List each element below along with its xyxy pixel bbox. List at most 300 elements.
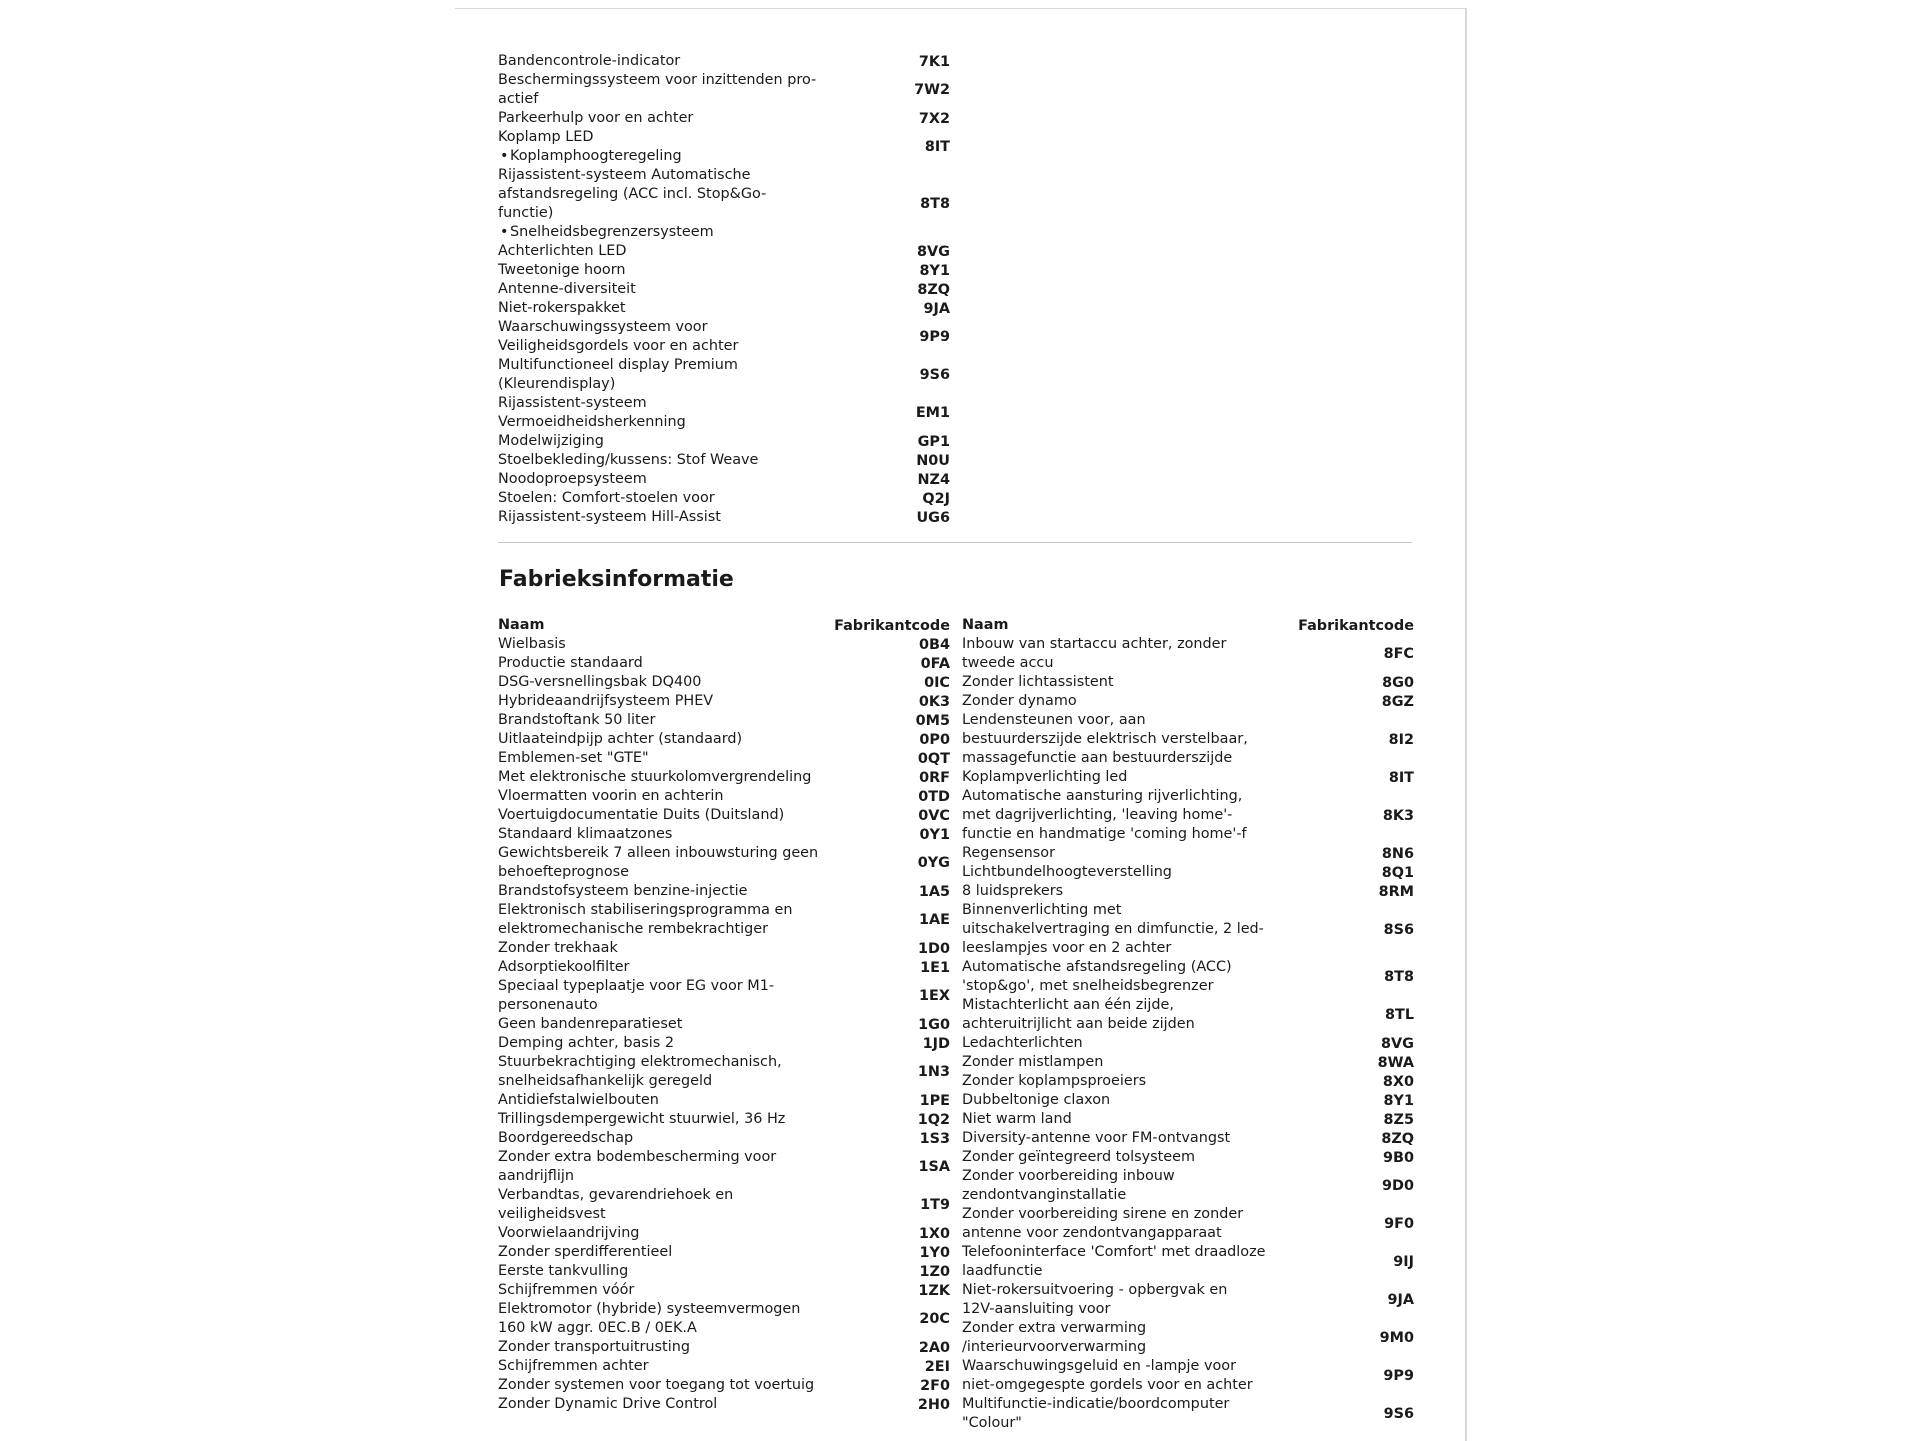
item-name-line: Geen bandenreparatieset (498, 1016, 683, 1032)
item-code: EM1 (915, 405, 950, 421)
item-name-line: Antidiefstalwielbouten (498, 1092, 659, 1108)
table-row (962, 1205, 1414, 1243)
item-name-line: Schijfremmen achter (498, 1358, 649, 1374)
item-name-line: Elektromotor (hybride) systeemvermogen (498, 1301, 801, 1317)
table-row (962, 1129, 1414, 1148)
item-name-line: Speciaal typeplaatje voor EG voor M1- (498, 978, 775, 994)
item-name (498, 673, 828, 692)
item-code: UG6 (916, 509, 950, 526)
table-row (962, 692, 1414, 711)
table-row (498, 280, 950, 299)
item-code: 0TD (918, 788, 950, 805)
item-name-line: Telefooninterface 'Comfort' met draadloze (962, 1244, 1266, 1260)
item-name-line: Koplamp LED (498, 129, 594, 145)
table-row (962, 1110, 1414, 1129)
item-name-line: met dagrijverlichting, 'leaving home'- (962, 807, 1233, 823)
item-code: 8Y1 (1383, 1092, 1414, 1109)
item-name (498, 451, 828, 470)
table-row (498, 1243, 950, 1262)
item-name-line: Dubbeltonige claxon (962, 1092, 1111, 1108)
table-row (962, 1034, 1414, 1053)
item-name-line: Zonder koplampsproeiers (962, 1073, 1147, 1089)
item-code: 8IT (1388, 769, 1414, 786)
item-name (962, 863, 1292, 882)
item-name-line: antenne voor zendontvangapparaat (962, 1225, 1222, 1241)
item-name-line: Achterlichten LED (498, 243, 627, 259)
item-name-line: Koplampverlichting led (962, 769, 1128, 785)
item-name (962, 996, 1292, 1034)
item-name-line: Veiligheidsgordels voor en achter (498, 338, 739, 354)
item-name (498, 825, 828, 844)
table-row (498, 1034, 950, 1053)
item-name (498, 692, 828, 711)
item-code: 1JD (922, 1035, 950, 1052)
item-name-line: Inbouw van startaccu achter, zonder (962, 636, 1227, 652)
table-row (498, 1338, 950, 1357)
item-code: 0QT (917, 750, 950, 767)
item-name-line: Zonder extra verwarming (962, 1320, 1147, 1336)
item-name (498, 635, 828, 654)
table-row (962, 768, 1414, 787)
item-name (498, 299, 828, 318)
item-code: 8T8 (920, 196, 950, 212)
item-name-line: Zonder dynamo (962, 693, 1077, 709)
item-name-line: zendontvanginstallatie (962, 1187, 1127, 1203)
item-code: 8ZQ (1381, 1130, 1414, 1147)
item-name (498, 1300, 828, 1338)
item-name (498, 109, 828, 128)
item-name-line: leeslampjes voor en 2 achter (962, 940, 1172, 956)
item-name (498, 654, 828, 673)
item-code: 9P9 (1383, 1368, 1414, 1384)
table-row (498, 432, 950, 451)
item-code: 8N6 (1381, 845, 1414, 862)
table-row (498, 470, 950, 489)
table-row (498, 635, 950, 654)
item-name (498, 844, 828, 882)
item-code: 2H0 (917, 1396, 950, 1413)
table-row (962, 844, 1414, 863)
table-row (498, 299, 950, 318)
item-name (962, 1205, 1292, 1243)
item-name-line: Hybrideaandrijfsysteem PHEV (498, 693, 714, 709)
item-name-line: Zonder sperdifferentieel (498, 1244, 673, 1260)
item-name (498, 1281, 828, 1300)
table-row (962, 958, 1414, 996)
table-row (498, 1357, 950, 1376)
table-row (498, 1186, 950, 1224)
item-name (498, 1376, 828, 1395)
item-name (498, 901, 828, 939)
item-name (498, 508, 828, 527)
item-name (498, 768, 828, 787)
item-name (962, 1319, 1292, 1357)
item-name-line: Zonder lichtassistent (962, 674, 1114, 690)
item-name (962, 1091, 1292, 1110)
item-name-line: Beschermingssysteem voor inzittenden pro- (498, 72, 817, 88)
item-code: 0B4 (919, 636, 950, 653)
table-row (498, 1053, 950, 1091)
item-name-line: Standaard klimaatzones (498, 826, 673, 842)
item-name (498, 432, 828, 451)
item-sub-feature: • Snelheidsbegrenzersysteem (498, 223, 828, 242)
table-row (962, 1281, 1414, 1319)
item-name (498, 1186, 828, 1224)
item-name (498, 489, 828, 508)
item-code: 2A0 (918, 1339, 950, 1356)
item-name-line: afstandsregeling (ACC incl. Stop&Go- (498, 186, 767, 202)
table-row (498, 711, 950, 730)
item-name (962, 901, 1292, 958)
table-row (498, 844, 950, 882)
item-name-line: bestuurderszijde elektrisch verstelbaar, (962, 731, 1248, 747)
item-name-line: (Kleurendisplay) (498, 376, 616, 392)
item-name-line: Niet-rokerspakket (498, 300, 626, 316)
item-name-line: actief (498, 91, 539, 107)
item-code: 8Y1 (919, 262, 950, 279)
item-name-line: Waarschuwingsgeluid en -lampje voor (962, 1358, 1237, 1374)
item-name (498, 787, 828, 806)
item-code: 7X2 (918, 110, 950, 127)
item-name (962, 1281, 1292, 1319)
item-name (962, 1148, 1292, 1167)
item-name (498, 1262, 828, 1281)
item-name (498, 749, 828, 768)
item-code: 0K3 (918, 693, 950, 710)
item-name-line: Rijassistent-systeem Automatische (498, 167, 751, 183)
item-name (498, 1053, 828, 1091)
item-code: GP1 (917, 433, 950, 450)
item-name (498, 52, 828, 71)
table-row (498, 882, 950, 901)
item-name (962, 768, 1292, 787)
item-code: 0YG (917, 855, 950, 871)
item-name-line: Automatische afstandsregeling (ACC) (962, 959, 1232, 975)
item-code: 9S6 (1383, 1406, 1414, 1422)
table-row (962, 711, 1414, 768)
item-name-line: Rijassistent-systeem (498, 395, 647, 411)
item-name-line: massagefunctie aan bestuurderszijde (962, 750, 1233, 766)
item-code: 1S3 (919, 1130, 950, 1147)
table-row (498, 825, 950, 844)
item-name-line: Multifunctie-indicatie/boordcomputer (962, 1396, 1230, 1412)
table-row (962, 1072, 1414, 1091)
item-name-line: Vloermatten voorin en achterin (498, 788, 724, 804)
item-name (498, 261, 828, 280)
table-row (498, 242, 950, 261)
item-name-line: Zonder voorbereiding sirene en zonder (962, 1206, 1244, 1222)
table-row (498, 654, 950, 673)
table-row (498, 939, 950, 958)
item-name-line: Voertuigdocumentatie Duits (Duitsland) (498, 807, 785, 823)
item-name (498, 280, 828, 299)
item-code: 0VC (918, 807, 950, 824)
item-name (498, 71, 828, 109)
table-row (498, 806, 950, 825)
factory-table-right (962, 616, 1414, 1433)
item-name-line: Waarschuwingssysteem voor (498, 319, 708, 335)
item-name-line: Antenne-diversiteit (498, 281, 636, 297)
item-code: 1SA (918, 1159, 950, 1175)
item-code: 20C (919, 1311, 950, 1327)
item-name (962, 673, 1292, 692)
item-name (962, 882, 1292, 901)
table-row (498, 977, 950, 1015)
table-row (498, 1300, 950, 1338)
item-code: 0IC (924, 674, 950, 691)
item-name (498, 1015, 828, 1034)
item-code: 8RM (1378, 883, 1414, 900)
table-row (498, 958, 950, 977)
item-code: 0FA (920, 655, 950, 672)
item-code: 1ZK (918, 1282, 950, 1299)
item-name-line: Niet-rokersuitvoering - opbergvak en (962, 1282, 1228, 1298)
item-name-line: Ledachterlichten (962, 1035, 1083, 1051)
item-name (498, 882, 828, 901)
item-code: 9F0 (1384, 1216, 1414, 1232)
item-name-line: elektromechanische rembekrachtiger (498, 921, 768, 937)
item-name (498, 939, 828, 958)
item-code: 7W2 (914, 82, 950, 98)
item-sub-feature: • Koplamphoogteregeling (498, 147, 828, 166)
table-row (498, 451, 950, 470)
table-row (962, 635, 1414, 673)
item-name (962, 1053, 1292, 1072)
table-row (962, 1319, 1414, 1357)
item-name-line: 'stop&go', met snelheidsbegrenzer (962, 978, 1214, 994)
table-row (498, 1091, 950, 1110)
item-code: 9M0 (1379, 1330, 1414, 1346)
item-name (498, 1110, 828, 1129)
factory-table-left (498, 616, 950, 1414)
table-row (498, 71, 950, 109)
item-code: 8S6 (1383, 921, 1414, 938)
item-name-line: Modelwijziging (498, 433, 604, 449)
item-code: 1EX (919, 988, 950, 1004)
item-code: 9IJ (1393, 1254, 1414, 1270)
table-row (498, 1015, 950, 1034)
table-row (498, 673, 950, 692)
table-row (498, 1129, 950, 1148)
item-code: 9P9 (919, 329, 950, 345)
item-code: 1X0 (918, 1225, 950, 1242)
item-name-line: Zonder systemen voor toegang tot voertuig (498, 1377, 815, 1393)
table-row (498, 730, 950, 749)
table-row (498, 109, 950, 128)
item-name-line: "Colour" (962, 1415, 1022, 1431)
table-header (498, 616, 950, 635)
item-name-line: Automatische aansturing rijverlichting, (962, 788, 1243, 804)
item-code: 1N3 (917, 1064, 950, 1080)
item-name (498, 394, 828, 432)
item-name-line: Zonder transportuitrusting (498, 1339, 690, 1355)
item-name (962, 711, 1292, 768)
document-page (455, 8, 1467, 1441)
table-row (962, 787, 1414, 844)
item-name-line: aandrijflijn (498, 1168, 574, 1184)
item-name-line: Tweetonige hoorn (498, 262, 626, 278)
table-row (498, 1148, 950, 1186)
table-row (962, 1395, 1414, 1433)
item-name-line: Zonder extra bodembescherming voor (498, 1149, 777, 1165)
item-name-line: uitschakelvertraging en dimfunctie, 2 led- (962, 921, 1264, 937)
table-header (962, 616, 1414, 635)
item-name-line: Multifunctioneel display Premium (498, 357, 738, 373)
item-name (498, 1091, 828, 1110)
item-code: 8TL (1385, 1007, 1414, 1023)
table-row (498, 394, 950, 432)
item-code: 8VG (1381, 1035, 1414, 1052)
item-name-line: Brandstoftank 50 liter (498, 712, 656, 728)
item-code: 1E1 (920, 959, 950, 976)
table-row (962, 1091, 1414, 1110)
table-row (498, 261, 950, 280)
item-name-line: Gewichtsbereik 7 alleen inbouwsturing geen (498, 845, 819, 861)
item-name-line: Zonder Dynamic Drive Control (498, 1396, 718, 1412)
item-name-line: Met elektronische stuurkolomvergrendeling (498, 769, 812, 785)
item-name-line: Lichtbundelhoogteverstelling (962, 864, 1172, 880)
item-name-line: Stoelen: Comfort-stoelen voor (498, 490, 715, 506)
item-name-line: Rijassistent-systeem Hill-Assist (498, 509, 721, 525)
item-name-line: behoefteprognose (498, 864, 630, 880)
item-code: 1Q2 (917, 1111, 950, 1128)
item-name-line: Stoelbekleding/kussens: Stof Weave (498, 452, 759, 468)
item-name (498, 1357, 828, 1376)
item-name-line: /interieurvoorverwarming (962, 1339, 1147, 1355)
item-code: NZ4 (917, 471, 950, 488)
item-name (498, 1224, 828, 1243)
table-row (962, 1357, 1414, 1395)
table-row (498, 1281, 950, 1300)
item-code: 8ZQ (917, 281, 950, 298)
table-row (498, 1110, 950, 1129)
item-name-line: Noodoproepsysteem (498, 471, 647, 487)
item-name (498, 1395, 828, 1414)
item-name-line: Lendensteunen voor, aan (962, 712, 1146, 728)
table-row (498, 1224, 950, 1243)
column-header-name: Naam (498, 617, 545, 633)
item-name-line: Vermoeidheidsherkenning (498, 414, 686, 430)
table-row (498, 768, 950, 787)
item-code: 8VG (917, 243, 950, 260)
table-row (962, 673, 1414, 692)
item-name-line: Stuurbekrachtiging elektromechanisch, (498, 1054, 782, 1070)
item-name (498, 1034, 828, 1053)
item-name-line: Zonder trekhaak (498, 940, 618, 956)
item-name-line: Mistachterlicht aan één zijde, (962, 997, 1174, 1013)
item-code: 8K3 (1382, 807, 1414, 824)
item-name (962, 844, 1292, 863)
column-header-code: Fabrikantcode (834, 617, 950, 634)
item-code: 1Z0 (919, 1263, 950, 1280)
item-code: 8I2 (1388, 731, 1414, 748)
item-code: 9JA (1387, 1292, 1414, 1308)
item-name-line: achteruitrijlicht aan beide zijden (962, 1016, 1195, 1032)
item-code: 0M5 (915, 712, 950, 729)
column-header-code: Fabrikantcode (1298, 617, 1414, 634)
item-name (962, 1034, 1292, 1053)
table-row (962, 1148, 1414, 1167)
item-name (498, 1338, 828, 1357)
item-name-line: Emblemen-set "GTE" (498, 750, 649, 766)
item-name-line: 160 kW aggr. 0EC.B / 0EK.A (498, 1320, 697, 1336)
item-name-line: veiligheidsvest (498, 1206, 606, 1222)
item-code: 7K1 (918, 53, 950, 70)
item-code: 8GZ (1381, 693, 1414, 710)
table-row (498, 901, 950, 939)
item-code: 2EI (924, 1358, 950, 1375)
item-name-line: Eerste tankvulling (498, 1263, 629, 1279)
item-code: 9S6 (919, 367, 950, 383)
item-code: 8Z5 (1383, 1111, 1414, 1128)
item-name (962, 1129, 1292, 1148)
item-name-line: 8 luidsprekers (962, 883, 1064, 899)
item-code: 1AE (919, 912, 950, 928)
item-name (498, 242, 828, 261)
table-row (962, 1243, 1414, 1281)
item-name (498, 1243, 828, 1262)
table-row (962, 1053, 1414, 1072)
item-name-line: Brandstofsysteem benzine-injectie (498, 883, 748, 899)
item-name-line: Niet warm land (962, 1111, 1072, 1127)
item-code: 1Y0 (919, 1244, 950, 1261)
item-name (498, 318, 828, 356)
item-name-line: snelheidsafhankelijk geregeld (498, 1073, 713, 1089)
table-row (962, 996, 1414, 1034)
item-name (962, 1243, 1292, 1281)
section-divider (498, 542, 1412, 543)
item-name-line: Productie standaard (498, 655, 643, 671)
item-code: 8T8 (1384, 969, 1414, 985)
item-name-line: 12V-aansluiting voor (962, 1301, 1111, 1317)
item-name (498, 977, 828, 1015)
section-title: Fabrieksinformatie (499, 567, 734, 592)
item-code: N0U (916, 452, 950, 469)
item-name-line: Voorwielaandrijving (498, 1225, 640, 1241)
item-code: 9JA (923, 300, 950, 317)
item-code: 2F0 (920, 1377, 950, 1394)
item-name (498, 1148, 828, 1186)
item-name (962, 1395, 1292, 1433)
table-row (498, 489, 950, 508)
item-name-line: Uitlaateindpijp achter (standaard) (498, 731, 743, 747)
item-code: 8Q1 (1381, 864, 1414, 881)
item-code: 1D0 (918, 940, 950, 957)
item-name (962, 958, 1292, 996)
item-name-line: Adsorptiekoolfilter (498, 959, 630, 975)
table-row (962, 882, 1414, 901)
item-name-line: Boordgereedschap (498, 1130, 634, 1146)
table-row (498, 692, 950, 711)
item-code: 8FC (1383, 646, 1414, 662)
item-name-line: Demping achter, basis 2 (498, 1035, 675, 1051)
item-name-line: DSG-versnellingsbak DQ400 (498, 674, 702, 690)
item-name (498, 166, 828, 242)
item-name-line: laadfunctie (962, 1263, 1043, 1279)
item-name-line: tweede accu (962, 655, 1054, 671)
item-name-line: Schijfremmen vóór (498, 1282, 635, 1298)
item-name-line: Trillingsdempergewicht stuurwiel, 36 Hz (498, 1111, 786, 1127)
item-code: 1T9 (920, 1197, 950, 1213)
table-row (498, 749, 950, 768)
item-code: 0P0 (919, 731, 950, 748)
item-name-line: Bandencontrole-indicator (498, 53, 681, 69)
item-code: 1A5 (918, 883, 950, 900)
table-row (962, 863, 1414, 882)
item-name-line: niet-omgegespte gordels voor en achter (962, 1377, 1253, 1393)
item-name (498, 356, 828, 394)
item-name (498, 730, 828, 749)
